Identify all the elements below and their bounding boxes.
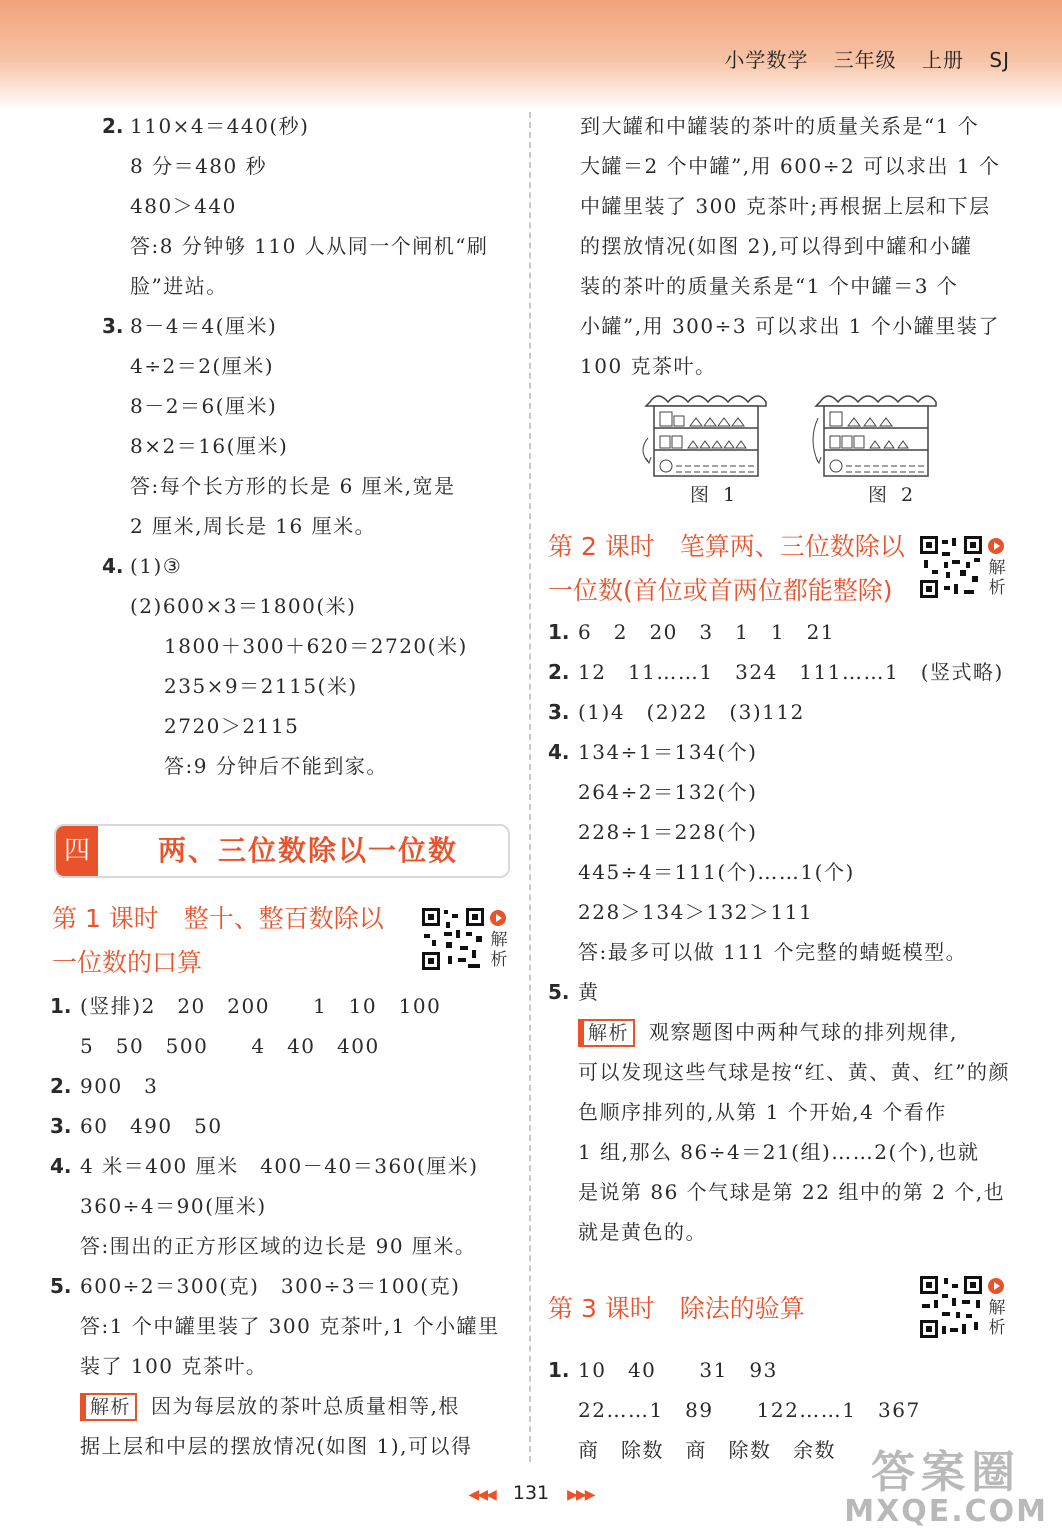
qr-code-icon[interactable] <box>918 1274 984 1340</box>
lesson-title: 一位数(首位或首两位都能整除) <box>548 576 893 605</box>
lesson-title: 一位数的口算 <box>52 948 203 977</box>
analysis-line: 色顺序排列的,从第 1 个开始,4 个看作 <box>578 1100 947 1124</box>
answer-line: 235×9＝2115(米) <box>164 674 358 698</box>
answer-line: 答:最多可以做 111 个完整的蜻蜓模型。 <box>578 940 968 964</box>
unit-title: 两、三位数除以一位数 <box>158 834 459 867</box>
question-number: 1. <box>548 1358 570 1382</box>
analysis-line: 就是黄色的。 <box>578 1220 707 1244</box>
analysis-line: 中罐里装了 300 克茶叶;再根据上层和下层 <box>580 194 991 218</box>
question-number: 5. <box>548 980 570 1004</box>
answer-line: 600÷2＝300(克) 300÷3＝100(克) <box>80 1274 461 1298</box>
analysis-line <box>578 1017 958 1047</box>
answer-line: 134÷1＝134(个) <box>578 740 758 764</box>
answer-line: 8 分＝480 秒 <box>130 154 268 178</box>
figure-caption: 图 2 <box>868 484 918 506</box>
answer-line: 900 3 <box>80 1074 159 1098</box>
answer-line: 12 11……1 324 111……1 (竖式略) <box>578 660 1004 684</box>
question-number: 4. <box>50 1154 72 1178</box>
answer-line: 110×4＝440(秒) <box>130 114 310 138</box>
answer-line: 22……1 89 122……1 367 <box>578 1398 921 1422</box>
qr-code-icon[interactable] <box>420 906 486 972</box>
question-number: 1. <box>50 994 72 1018</box>
qr-label: 解析 <box>988 1298 1006 1338</box>
play-icon[interactable] <box>988 1278 1004 1294</box>
watermark-text: 答案圈 <box>871 1447 1022 1498</box>
analysis-line: 1 组,那么 86÷4＝21(组)……2(个),也就 <box>578 1140 980 1164</box>
answer-line: 8×2＝16(厘米) <box>130 434 289 458</box>
question-number: 2. <box>50 1074 72 1098</box>
answer-line: 4 米＝400 厘米 400－40＝360(厘米) <box>80 1154 479 1178</box>
question-number: 5. <box>50 1274 72 1298</box>
unit-header <box>54 824 510 878</box>
answer-line: 445÷4＝111(个)……1(个) <box>578 860 855 884</box>
column-divider <box>529 112 531 1462</box>
answer-line: 4÷2＝2(厘米) <box>130 354 275 378</box>
answer-line: 2720＞2115 <box>164 714 300 738</box>
qr-code-icon[interactable] <box>918 534 984 600</box>
analysis-line: 小罐”,用 300÷3 可以求出 1 个小罐里装了 <box>580 314 1000 338</box>
answer-line: 60 490 50 <box>80 1114 223 1138</box>
answer-line: 5 50 500 4 40 400 <box>80 1034 380 1058</box>
question-number: 3. <box>548 700 570 724</box>
analysis-line: 100 克茶叶。 <box>580 354 717 378</box>
answer-line: 360÷4＝90(厘米) <box>80 1194 267 1218</box>
analysis-line <box>80 1391 460 1421</box>
play-icon[interactable] <box>490 910 506 926</box>
volume-label: 上册 <box>922 48 965 72</box>
answer-line: 480＞440 <box>130 194 237 218</box>
play-icon[interactable] <box>988 538 1004 554</box>
answer-line: 1800＋300＋620＝2720(米) <box>164 634 468 658</box>
answer-line: 黄 <box>578 980 600 1004</box>
answer-line: 8－4＝4(厘米) <box>130 314 278 338</box>
subject-label: 小学数学 <box>724 48 809 72</box>
answer-line: 10 40 31 93 <box>578 1358 778 1382</box>
qr-label: 解析 <box>988 558 1006 598</box>
answer-line: 6 2 20 3 1 1 21 <box>578 620 836 644</box>
question-number: 3. <box>50 1114 72 1138</box>
next-arrows-icon: ▶▶▶ <box>567 1487 594 1503</box>
question-number: 4. <box>102 554 124 578</box>
answer-line: 答:每个长方形的长是 6 厘米,宽是 <box>130 474 456 498</box>
question-number: 1. <box>548 620 570 644</box>
analysis-line: 大罐＝2 个中罐”,用 600÷2 可以求出 1 个 <box>580 154 1001 178</box>
answer-line: 答:围出的正方形区域的边长是 90 厘米。 <box>80 1234 477 1258</box>
analysis-line: 可以发现这些气球是按“红、黄、黄、红”的颜 <box>578 1060 1010 1084</box>
analysis-text: 因为每层放的茶叶总质量相等,根 <box>151 1394 460 1418</box>
answer-line: 264÷2＝132(个) <box>578 780 758 804</box>
edition-label: SJ <box>989 48 1010 72</box>
prev-arrows-icon: ◀◀◀ <box>468 1487 495 1503</box>
answer-line: 装了 100 克茶叶。 <box>80 1354 268 1378</box>
book-header <box>706 44 1010 73</box>
answer-line: 2 厘米,周长是 16 厘米。 <box>130 514 377 538</box>
answer-line: 脸”进站。 <box>130 274 228 298</box>
grade-label: 三年级 <box>833 48 897 72</box>
unit-number: 四 <box>56 826 98 876</box>
answer-line: (1)4 (2)22 (3)112 <box>578 700 805 724</box>
shelf-figure-2 <box>808 388 940 480</box>
question-number: 2. <box>548 660 570 684</box>
analysis-tag: 解析 <box>80 1393 137 1421</box>
watermark-url: MXQE.COM <box>844 1494 1048 1529</box>
analysis-line: 据上层和中层的摆放情况(如图 1),可以得 <box>80 1434 473 1458</box>
answer-line: 8－2＝6(厘米) <box>130 394 278 418</box>
shelf-figure-1 <box>638 388 770 480</box>
analysis-line: 装的茶叶的质量关系是“1 个中罐＝3 个 <box>580 274 959 298</box>
question-number: 3. <box>102 314 124 338</box>
analysis-line: 的摆放情况(如图 2),可以得到中罐和小罐 <box>580 234 973 258</box>
answer-line: 228÷1＝228(个) <box>578 820 758 844</box>
analysis-line: 是说第 86 个气球是第 22 组中的第 2 个,也 <box>578 1180 1006 1204</box>
answer-line: (2)600×3＝1800(米) <box>130 594 357 618</box>
answer-line: 答:9 分钟后不能到家。 <box>164 754 388 778</box>
lesson-title: 第 3 课时 除法的验算 <box>548 1294 805 1323</box>
page-number: 131 <box>512 1482 550 1504</box>
lesson-title: 第 2 课时 笔算两、三位数除以 <box>548 532 905 561</box>
analysis-tag: 解析 <box>578 1019 635 1047</box>
question-number: 4. <box>548 740 570 764</box>
lesson-title: 第 1 课时 整十、整百数除以 <box>52 904 384 933</box>
figure-caption: 图 1 <box>690 484 740 506</box>
answer-line: (1)③ <box>130 554 183 578</box>
qr-label: 解析 <box>490 930 508 970</box>
answer-line: 228＞134＞132＞111 <box>578 900 814 924</box>
answer-line: (竖排)2 20 200 1 10 100 <box>80 994 442 1018</box>
watermark <box>844 1447 1048 1529</box>
analysis-text: 观察题图中两种气球的排列规律, <box>649 1020 958 1044</box>
answer-line: 答:1 个中罐里装了 300 克茶叶,1 个小罐里 <box>80 1314 500 1338</box>
answer-line: 答:8 分钟够 110 人从同一个闸机“刷 <box>130 234 489 258</box>
question-number: 2. <box>102 114 124 138</box>
analysis-line: 到大罐和中罐装的茶叶的质量关系是“1 个 <box>580 114 980 138</box>
answer-line: 商 除数 商 除数 余数 <box>578 1438 836 1462</box>
